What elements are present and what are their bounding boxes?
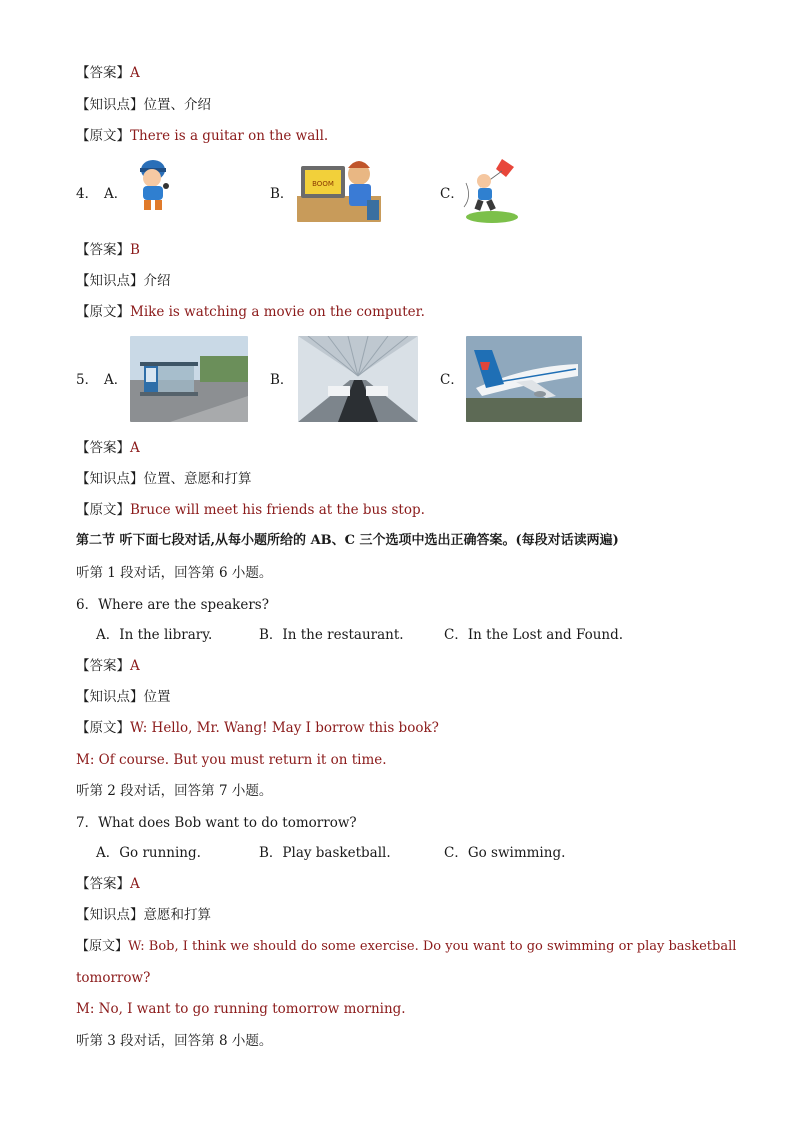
question-text-q6: 6．Where are the speakers? [76,597,269,613]
answer-value: B [130,242,140,258]
knowledge-value: 位置 [143,689,171,705]
knowledge-label: 【知识点】 [76,273,144,289]
original-line-q4 [76,303,425,321]
dialogue-intro-2: 听第 2 段对话，回答第 7 小题。 [76,783,273,799]
option-c: C．Go swimming. [444,845,566,861]
original-label: 【原文】 [76,502,130,518]
answer-line-q6 [76,657,140,675]
original-text-continued: tomorrow? [76,970,151,986]
dialogue-intro-3: 听第 3 段对话，回答第 8 小题。 [76,1033,273,1049]
knowledge-line-q6 [76,688,171,706]
answer-label: 【答案】 [76,658,130,674]
dialogue-line-q7: M: No, I want to go running tomorrow morning. [76,1001,406,1017]
bus-stop-image [130,336,248,422]
answer-line-q5 [76,439,140,457]
boy-at-computer-image [297,156,381,222]
answer-label: 【答案】 [76,242,130,258]
option-c: C．In the Lost and Found. [444,627,624,643]
original-text: There is a guitar on the wall. [130,128,329,144]
option-b: B．In the restaurant. [259,627,404,643]
answer-label: 【答案】 [76,876,130,892]
original-line-q6 [76,719,439,737]
option-a: A．In the library. [96,627,213,643]
dialogue-intro-1: 听第 1 段对话，回答第 6 小题。 [76,565,273,581]
answer-value: A [130,65,140,81]
option-c-label: C． [440,372,464,388]
knowledge-label: 【知识点】 [76,471,144,487]
airplane-image [466,336,582,422]
original-text: W: Bob, I think we should do some exercise. Do you want to go swimming or play basketball [128,939,737,954]
answer-line-q3 [76,64,140,82]
knowledge-value: 意愿和打算 [143,907,211,923]
original-line-q7 [76,938,736,956]
question-text-q7: 7．What does Bob want to do tomorrow? [76,815,357,831]
option-b: B．Play basketball. [259,845,391,861]
option-a-label: A． [104,372,128,388]
question-number-q4: 4． [76,186,99,202]
option-b-label: B． [270,186,294,202]
knowledge-line-q5 [76,470,252,488]
answer-label: 【答案】 [76,440,130,456]
answer-value: A [130,658,140,674]
original-line-q5 [76,501,425,519]
original-text: W: Hello, Mr. Wang! May I borrow this book? [130,720,439,736]
question-number-q5: 5． [76,372,99,388]
knowledge-value: 位置、介绍 [143,97,211,113]
knowledge-line-q7 [76,906,211,924]
svg-text:BOOM: BOOM [312,180,334,188]
knowledge-line-q4 [76,272,171,290]
original-text: Mike is watching a movie on the computer. [130,304,425,320]
knowledge-label: 【知识点】 [76,907,144,923]
knowledge-line-q3 [76,96,211,114]
section-heading: 第二节 听下面七段对话,从每小题所给的 AB、C 三个选项中选出正确答案。(每段对话读两遍) [76,533,619,548]
train-station-image [298,336,418,422]
knowledge-label: 【知识点】 [76,97,144,113]
original-label: 【原文】 [76,720,130,736]
boy-flying-kite-image [462,157,518,223]
original-label: 【原文】 [76,939,129,954]
dialogue-line-q6: M: Of course. But you must return it on time. [76,752,387,768]
original-text: Bruce will meet his friends at the bus stop. [130,502,425,518]
knowledge-value: 位置、意愿和打算 [143,471,252,487]
answer-value: A [130,440,140,456]
option-c-label: C． [440,186,464,202]
original-line-q3 [76,127,328,145]
answer-line-q7 [76,875,140,893]
original-label: 【原文】 [76,304,130,320]
answer-line-q4 [76,241,140,259]
knowledge-value: 介绍 [143,273,171,289]
answer-value: A [130,876,140,892]
knowledge-label: 【知识点】 [76,689,144,705]
option-b-label: B． [270,372,294,388]
option-a: A．Go running. [96,845,201,861]
boy-singing-image [130,156,176,212]
answer-label: 【答案】 [76,65,130,81]
option-a-label: A． [104,186,128,202]
original-label: 【原文】 [76,128,130,144]
